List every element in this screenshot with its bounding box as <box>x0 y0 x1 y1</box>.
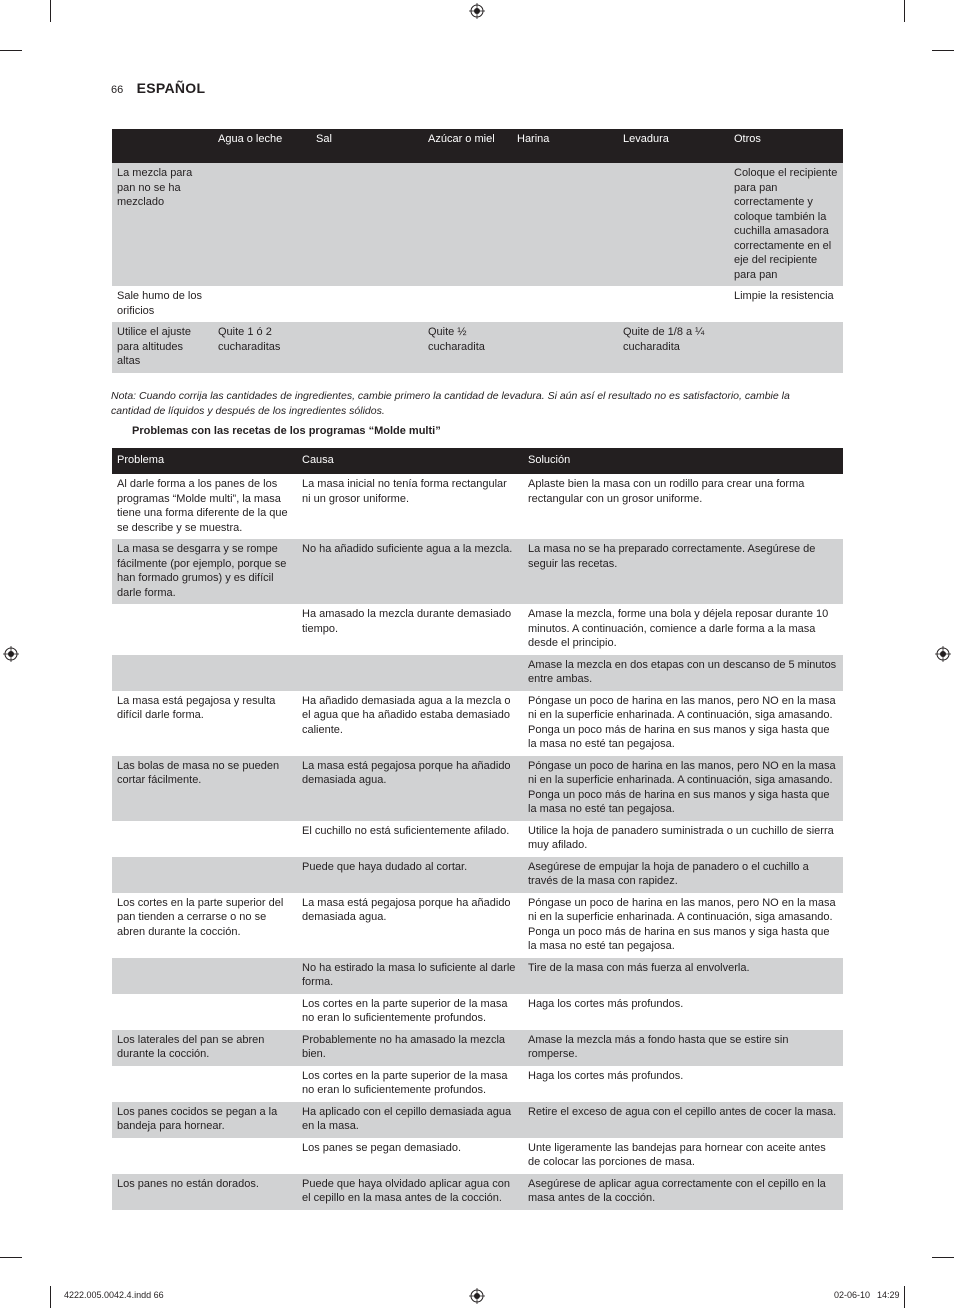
column-header: Agua o leche <box>213 129 311 163</box>
table-cell <box>729 322 843 373</box>
table-cell <box>297 655 523 691</box>
table-cell: Haga los cortes más profundos. <box>523 994 843 1030</box>
table-row <box>112 1174 843 1210</box>
crop-mark <box>904 0 905 22</box>
footer-date: 02-06-10 <box>834 1290 871 1300</box>
table-cell: Quite ½ cucharadita <box>423 322 512 373</box>
page-header <box>111 80 205 96</box>
table-cell <box>112 655 297 691</box>
table-cell <box>311 163 423 286</box>
table-cell: Los panes se pegan demasiado. <box>297 1138 523 1174</box>
table-cell: Utilice la hoja de panadero suministrada o un cuchillo de sierra muy afilado. <box>523 821 843 857</box>
registration-mark-icon <box>469 1288 485 1304</box>
table-cell: La masa inicial no tenía forma rectangular ni un grosor uniforme. <box>297 474 523 539</box>
crop-mark <box>932 50 954 51</box>
table-cell: Probablemente no ha amasado la mezcla bien. <box>297 1030 523 1066</box>
column-header: Levadura <box>618 129 729 163</box>
table-cell: Los cortes en la parte superior de la masa no eran lo suficientemente profundos. <box>297 994 523 1030</box>
table-cell <box>618 286 729 322</box>
table-cell: Amase la mezcla más a fondo hasta que se estire sin romperse. <box>523 1030 843 1066</box>
table-cell: Puede que haya dudado al cortar. <box>297 857 523 893</box>
table-cell <box>112 821 297 857</box>
table-cell: Los panes no están dorados. <box>112 1174 297 1210</box>
table-row <box>112 994 843 1030</box>
ingredient-adjustment-table <box>112 129 843 373</box>
crop-mark <box>0 50 22 51</box>
table-row <box>112 286 843 322</box>
table-cell: Asegúrese de empujar la hoja de panadero o el cuchillo a través de la masa con rapidez. <box>523 857 843 893</box>
table-cell <box>512 163 618 286</box>
table-cell: La masa se desgarra y se rompe fácilmente (por ejemplo, porque se han formado grumos) y es difícil darle forma. <box>112 539 297 604</box>
table-cell <box>213 286 311 322</box>
table-row <box>112 1066 843 1102</box>
table-row <box>112 857 843 893</box>
table-cell: La masa está pegajosa porque ha añadido demasiada agua. <box>297 756 523 821</box>
table-cell <box>213 163 311 286</box>
table-row <box>112 1102 843 1138</box>
table-cell <box>112 958 297 994</box>
table-cell: Ha añadido demasiada agua a la mezcla o el agua que ha añadido estaba demasiado caliente. <box>297 691 523 756</box>
table-cell: Tire de la masa con más fuerza al envolverla. <box>523 958 843 994</box>
table-row <box>112 893 843 958</box>
footer-file: 4222.005.0042.4.indd 66 <box>64 1290 164 1300</box>
table-cell: La masa no se ha preparado correctamente. Asegúrese de seguir las recetas. <box>523 539 843 604</box>
table-row <box>112 958 843 994</box>
table-cell: Utilice el ajuste para altitudes altas <box>112 322 213 373</box>
footer-time: 14:29 <box>877 1290 900 1300</box>
column-header: Solución <box>523 448 843 474</box>
table-cell: Los laterales del pan se abren durante la cocción. <box>112 1030 297 1066</box>
table-cell <box>311 286 423 322</box>
column-header: Problema <box>112 448 297 474</box>
column-header: Azúcar o miel <box>423 129 512 163</box>
table-cell <box>423 163 512 286</box>
column-header: Causa <box>297 448 523 474</box>
table-cell <box>512 322 618 373</box>
table-cell: Amase la mezcla en dos etapas con un descanso de 5 minutos entre ambas. <box>523 655 843 691</box>
table-cell: El cuchillo no está suficientemente afilado. <box>297 821 523 857</box>
crop-mark <box>50 1286 51 1308</box>
registration-mark-icon <box>3 646 19 662</box>
troubleshooting-table <box>112 448 843 1210</box>
table-row <box>112 821 843 857</box>
table-row <box>112 604 843 655</box>
registration-mark-icon <box>469 3 485 19</box>
table-cell <box>112 1066 297 1102</box>
column-header: Otros <box>729 129 843 163</box>
table-cell: Los cortes en la parte superior de la masa no eran lo suficientemente profundos. <box>297 1066 523 1102</box>
table-cell: Los cortes en la parte superior del pan tienden a cerrarse o no se abren durante la cocción. <box>112 893 297 958</box>
table-cell <box>112 994 297 1030</box>
table-cell: Amase la mezcla, forme una bola y déjela reposar durante 10 minutos. A continuación, comience a darle forma a la masa desde el principio. <box>523 604 843 655</box>
table-cell: Al darle forma a los panes de los programas “Molde multi”, la masa tiene una forma diferente de la que se describe y se muestra. <box>112 474 297 539</box>
table-cell: Quite 1 ó 2 cucharaditas <box>213 322 311 373</box>
table-row <box>112 474 843 539</box>
table-cell <box>512 286 618 322</box>
table-cell: Ha aplicado con el cepillo demasiada agua en la masa. <box>297 1102 523 1138</box>
table-cell: La masa está pegajosa porque ha añadido demasiada agua. <box>297 893 523 958</box>
page-number: 66 <box>111 84 124 96</box>
table-cell: Unte ligeramente las bandejas para hornear con aceite antes de colocar las porciones de masa. <box>523 1138 843 1174</box>
table-row <box>112 655 843 691</box>
table-row <box>112 756 843 821</box>
table-cell: Aplaste bien la masa con un rodillo para crear una forma rectangular con un grosor uniforme. <box>523 474 843 539</box>
table-cell: Haga los cortes más profundos. <box>523 1066 843 1102</box>
table-cell: Las bolas de masa no se pueden cortar fácilmente. <box>112 756 297 821</box>
column-header: Sal <box>311 129 423 163</box>
table-cell: Retire el exceso de agua con el cepillo antes de cocer la masa. <box>523 1102 843 1138</box>
page-title: ESPAÑOL <box>136 80 206 96</box>
table-cell: La masa está pegajosa y resulta difícil darle forma. <box>112 691 297 756</box>
table-cell <box>112 857 297 893</box>
table-cell <box>423 286 512 322</box>
column-header <box>112 129 213 163</box>
table-row <box>112 1030 843 1066</box>
table-cell: No ha estirado la masa lo suficiente al darle forma. <box>297 958 523 994</box>
table-cell: Coloque el recipiente para pan correctamente y coloque también la cuchilla amasadora correctamente en el eje del recipiente para pan <box>729 163 843 286</box>
table-cell: Póngase un poco de harina en las manos, pero NO en la masa ni en la superficie enharinada. A continuación, siga amasando. Ponga un poco más de harina en sus manos y siga hasta que la masa no esté tan pegajosa. <box>523 691 843 756</box>
table-cell <box>618 163 729 286</box>
table-cell: Póngase un poco de harina en las manos, pero NO en la masa ni en la superficie enharinada. A continuación, siga amasando. Ponga un poco más de harina en sus manos y siga hasta que la masa no esté tan pegajosa. <box>523 893 843 958</box>
table-cell: Limpie la resistencia <box>729 286 843 322</box>
table-cell: Sale humo de los orificios <box>112 286 213 322</box>
column-header: Harina <box>512 129 618 163</box>
crop-mark <box>50 0 51 22</box>
table-header-row <box>112 129 843 163</box>
registration-mark-icon <box>935 646 951 662</box>
table-row <box>112 539 843 604</box>
table-cell: Asegúrese de aplicar agua correctamente con el cepillo en la masa antes de la cocción. <box>523 1174 843 1210</box>
table-cell: No ha añadido suficiente agua a la mezcla. <box>297 539 523 604</box>
crop-mark <box>904 1286 905 1308</box>
table-cell: La mezcla para pan no se ha mezclado <box>112 163 213 286</box>
table-row <box>112 691 843 756</box>
table-cell: Los panes cocidos se pegan a la bandeja para hornear. <box>112 1102 297 1138</box>
table-cell: Póngase un poco de harina en las manos, pero NO en la masa ni en la superficie enharinada. A continuación, siga amasando. Ponga un poco más de harina en sus manos y siga hasta que la masa no esté tan pegajosa. <box>523 756 843 821</box>
section-heading: Problemas con las recetas de los programas “Molde multi” <box>132 425 441 437</box>
table-header-row <box>112 448 843 474</box>
table-cell <box>112 604 297 655</box>
table-row <box>112 1138 843 1174</box>
table-cell <box>112 1138 297 1174</box>
crop-mark <box>0 1257 22 1258</box>
table-cell: Puede que haya olvidado aplicar agua con el cepillo en la masa antes de la cocción. <box>297 1174 523 1210</box>
table-cell <box>311 322 423 373</box>
table-cell: Ha amasado la mezcla durante demasiado tiempo. <box>297 604 523 655</box>
table-cell: Quite de 1/8 a ¼ cucharadita <box>618 322 729 373</box>
note-text: Nota: Cuando corrija las cantidades de ingredientes, cambie primero la cantidad de levadura. Si aún así el resultado no es satisfactorio, cambie la cantidad de líquidos y después de los ingredientes sólidos. <box>111 390 790 417</box>
table-row <box>112 322 843 373</box>
table-row <box>112 163 843 286</box>
crop-mark <box>932 1257 954 1258</box>
